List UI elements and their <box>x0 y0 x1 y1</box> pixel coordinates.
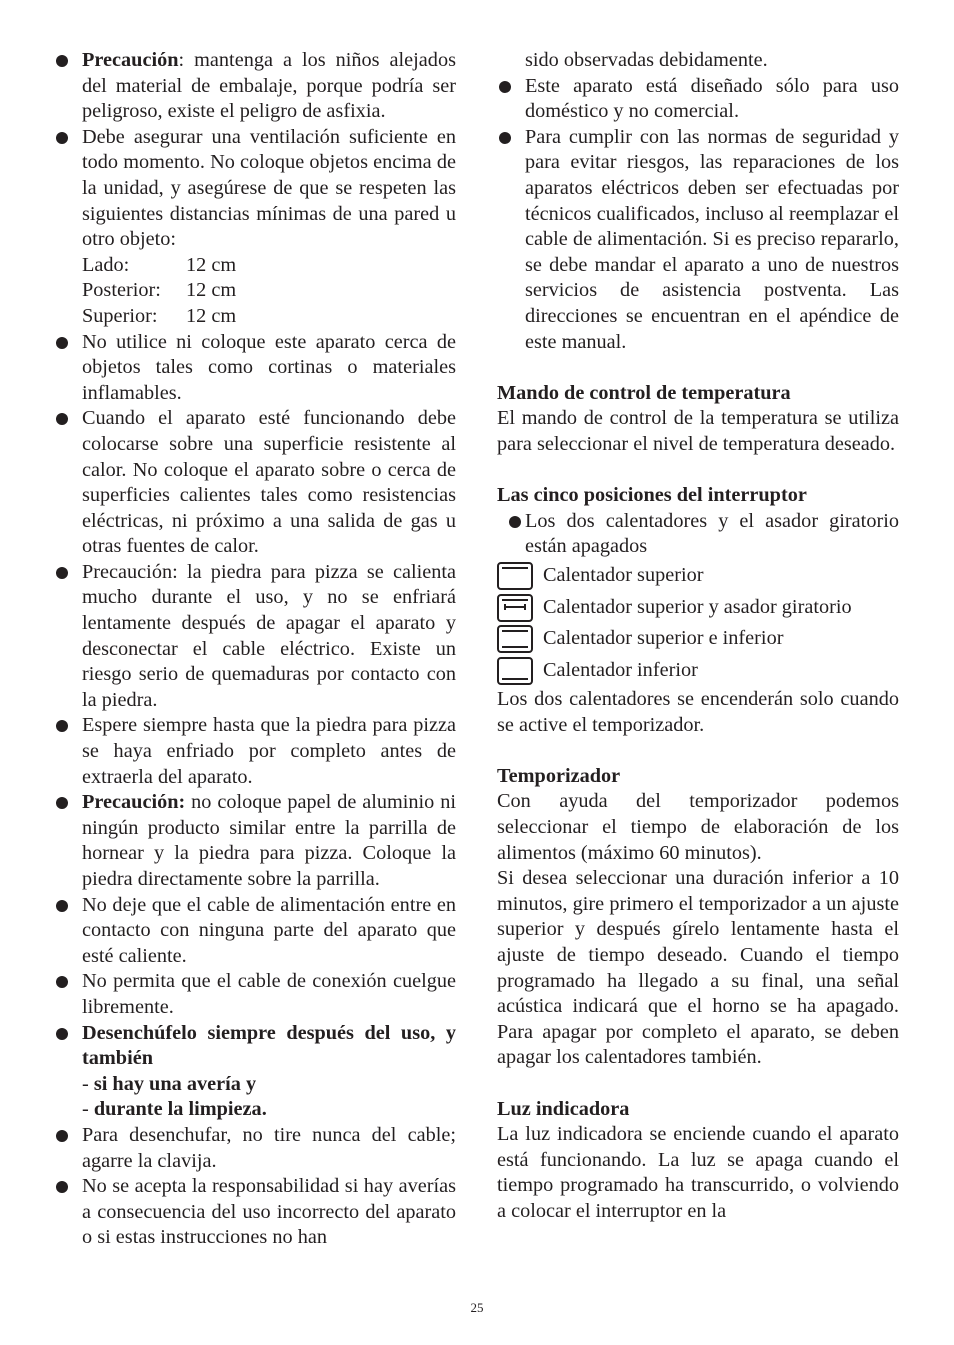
bottom-heater-icon <box>497 657 533 685</box>
top-heater-rotisserie-icon <box>497 594 533 622</box>
bullet-icon <box>56 1028 68 1040</box>
list-item <box>54 560 456 714</box>
bullet-icon <box>56 1130 68 1142</box>
bullet-icon <box>499 132 511 144</box>
switch-position-text: Los dos calentadores y el asador giratorio están apagados <box>525 509 899 558</box>
section-heading: Mando de control de temperatura <box>497 381 791 404</box>
list-item-text: No permita que el cable de conexión cuelgue libremente. <box>82 970 456 1018</box>
section-text: Los dos calentadores se encenderán solo cuando se active el temporizador. <box>497 688 899 736</box>
bullet-icon <box>56 132 68 144</box>
list-item <box>54 48 456 125</box>
list-item-text: Espere siempre hasta que la piedra para pizza se haya enfriado por completo antes de extraerla del aparato. <box>82 714 456 788</box>
bullet-icon <box>56 567 68 579</box>
list-item <box>497 125 899 355</box>
distance-row <box>82 253 456 279</box>
list-item <box>54 893 456 970</box>
continued-text: sido observadas debidamente. <box>525 49 768 71</box>
distance-label: Posterior: <box>82 279 161 302</box>
switch-position-top-bottom <box>497 623 899 655</box>
section-text: La luz indicadora se enciende cuando el aparato está funcionando. La luz se apaga cuando el tiempo programado ha transcurrido, o volviendo a colocar el interruptor en la <box>497 1123 899 1222</box>
caution-label: Precaución <box>82 49 179 71</box>
list-item <box>497 74 899 125</box>
bullet-icon <box>56 55 68 67</box>
section-heading: Las cinco posiciones del interruptor <box>497 484 807 507</box>
distance-label: Superior: <box>82 304 158 327</box>
switch-position-top <box>497 560 899 592</box>
dash: - <box>82 1098 94 1121</box>
caution-label: Precaución: <box>82 791 186 814</box>
dash: - <box>82 1072 94 1095</box>
list-item-text: no coloque papel de aluminio ni ningún producto similar entre la parrilla de hornear y la piedra para pizza. Coloque la piedra directamente sobre la parrilla. <box>82 791 456 890</box>
list-item-text: Cuando el aparato esté funcionando debe colocarse sobre una superficie resistente al calor. No coloque el aparato sobre o cerca de superficies calientes tales como resistencias eléctricas, ni próximo a una salida de gas u otras fuentes de calor. <box>82 407 456 558</box>
section-text: El mando de control de la temperatura se utiliza para seleccionar el nivel de temperatura deseado. <box>497 407 899 455</box>
distance-value: 12 cm <box>186 304 237 327</box>
switch-position-bottom <box>497 655 899 687</box>
list-item <box>54 969 456 1020</box>
right-column <box>497 48 899 1225</box>
sub-item-text: durante la limpieza. <box>93 1098 267 1121</box>
section-text: Si desea seleccionar una duración inferior a 10 minutos, gire primero el temporizador a un ajuste superior y después gírelo lentamente hasta el ajuste de tiempo deseado. Cuando el tiempo programado ha llegado a su final, una señal acústica indicará que el horno se ha apagado. Para apagar por completo el aparato, se deben apagar los calentadores también. <box>497 867 899 1069</box>
off-dot-icon <box>509 516 521 528</box>
switch-position-text: Calentador superior y asador giratorio <box>543 595 852 618</box>
list-item <box>54 790 456 892</box>
sub-item <box>82 1097 456 1123</box>
list-item <box>54 713 456 790</box>
list-item <box>54 406 456 560</box>
list-item <box>54 1174 456 1251</box>
list-item <box>54 1021 456 1123</box>
page-number: 25 <box>470 1300 484 1315</box>
list-item-text: Para desenchufar, no tire nunca del cable; agarre la clavija. <box>82 1123 456 1172</box>
sub-item <box>82 1072 456 1098</box>
switch-position-off <box>497 509 899 560</box>
section-heading: Luz indicadora <box>497 1097 630 1120</box>
list-item-text: Debe asegurar una ventilación suficiente en todo momento. No coloque objetos encima de la unidad, y asegúrese de que se respeten las siguientes distancias mínimas de una pared u otro objeto: <box>82 125 456 251</box>
bullet-icon <box>56 413 68 425</box>
distance-value: 12 cm <box>186 279 237 302</box>
list-item-text: No se acepta la responsabilidad si hay averías a consecuencia del uso incorrecto del aparato o si estas instrucciones no han <box>82 1175 456 1249</box>
bullet-icon <box>56 797 68 809</box>
list-item <box>54 330 456 407</box>
section-heading: Temporizador <box>497 764 621 787</box>
sub-item-text: si hay una avería y <box>93 1072 257 1095</box>
list-item-text: No deje que el cable de alimentación entre en contacto con ninguna parte del aparato que esté caliente. <box>82 893 456 967</box>
list-item-text: Precaución: la piedra para pizza se calienta mucho durante el uso, y no se enfriará lentamente después de apagar el aparato y desconectar el cable eléctrico. Existe un riesgo serio de quemaduras por contacto con la piedra. <box>82 560 456 711</box>
list-item-text: Desenchúfelo siempre después del uso, y también <box>82 1021 456 1070</box>
left-column <box>54 48 456 1251</box>
bullet-icon <box>56 976 68 988</box>
section-text: Con ayuda del temporizador podemos seleccionar el tiempo de elaboración de los alimentos (máximo 60 minutos). <box>497 790 899 864</box>
list-item-text: No utilice ni coloque este aparato cerca de objetos tales como cortinas o materiales inflamables. <box>82 330 456 404</box>
list-item-text: : mantenga a los niños alejados del material de embalaje, porque podría ser peligroso, existe el peligro de asfixia. <box>82 49 456 123</box>
list-item <box>54 1123 456 1174</box>
list-item-text: Para cumplir con las normas de seguridad y para evitar riesgos, las reparaciones de los aparatos eléctricos deben ser efectuadas por técnicos cualificados, incluso al reemplazar el cable de alimentación. Si es preciso repararlo, se debe mandar el aparato a uno de nuestros servicios de asistencia postventa. Las direcciones se encuentran en el apéndice de este manual. <box>525 125 899 353</box>
switch-position-text: Calentador superior e inferior <box>543 627 784 650</box>
distance-value: 12 cm <box>186 253 237 276</box>
switch-position-text: Calentador superior <box>543 563 704 586</box>
bullet-icon <box>56 337 68 349</box>
switch-position-top-rotisserie <box>497 592 899 624</box>
top-bottom-heater-icon <box>497 625 533 653</box>
bullet-icon <box>56 1181 68 1193</box>
list-item-text: Este aparato está diseñado sólo para uso doméstico y no comercial. <box>525 74 899 123</box>
list-item <box>54 125 456 330</box>
distance-row <box>82 278 456 304</box>
bullet-icon <box>56 900 68 912</box>
bullet-icon <box>499 81 511 93</box>
top-heater-icon <box>497 562 533 590</box>
bullet-icon <box>56 720 68 732</box>
switch-position-text: Calentador inferior <box>543 659 698 682</box>
distance-row <box>82 304 456 330</box>
distance-label: Lado: <box>82 253 130 276</box>
